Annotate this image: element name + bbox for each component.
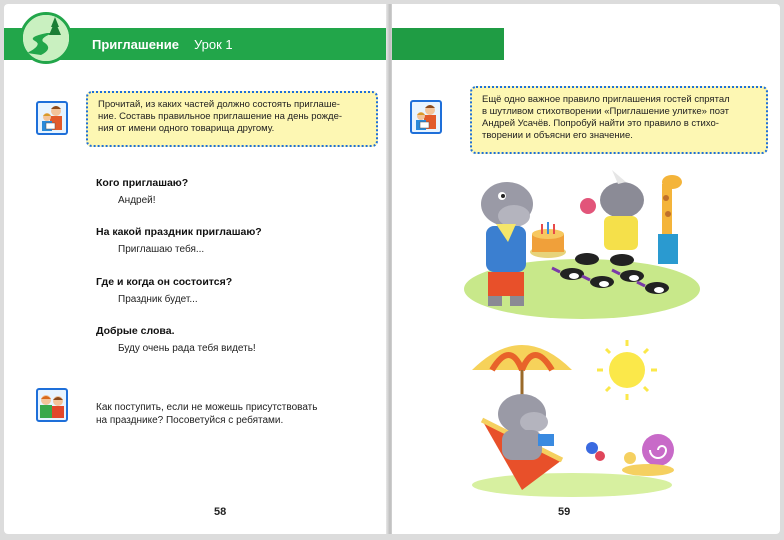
task-line: творении и объясни его значение. [482, 130, 633, 141]
task-line: Прочитай, из каких частей должно состоять приглаше- [98, 99, 340, 110]
task-line: ния от имени одного товарища другому. [98, 123, 275, 134]
answer-1: Андрей! [118, 195, 156, 206]
header-band-right [392, 28, 504, 60]
question-2: На какой праздник приглашаю? [96, 226, 262, 238]
question-1: Кого приглашаю? [96, 177, 189, 189]
discussion-line: на празднике? Посоветуйся с ребятами. [96, 415, 284, 426]
task-box-right [470, 86, 768, 154]
answer-3: Праздник будет... [118, 294, 198, 305]
road-logo-icon [20, 12, 72, 64]
question-3: Где и когда он состоится? [96, 276, 233, 288]
left-page [4, 4, 388, 534]
answer-4: Буду очень рада тебя видеть! [118, 343, 256, 354]
discussion-text [96, 401, 381, 427]
beach-illustration [462, 330, 702, 500]
page-number-left: 58 [214, 506, 227, 518]
question-4: Добрые слова. [96, 325, 175, 337]
task-line: Андрей Усачёв. Попробуй найти это правило в стихо- [482, 118, 719, 129]
header-title: Приглашение [92, 37, 179, 52]
page-number-right: 59 [558, 506, 571, 518]
task-line: в шутливом стихотворении «Приглашение улитке» поэт [482, 106, 730, 117]
task-line: ние. Составь правильное приглашение на день рожде- [98, 111, 343, 122]
right-page [392, 4, 780, 534]
party-illustration [462, 164, 702, 324]
lesson-label: Урок 1 [194, 37, 233, 52]
task-box [86, 91, 378, 147]
reading-children-icon [410, 100, 442, 134]
discussion-children-icon [36, 388, 68, 422]
answer-2: Приглашаю тебя... [118, 244, 205, 255]
reading-children-icon [36, 101, 68, 135]
task-line: Ещё одно важное правило приглашения гостей спрятал [482, 94, 730, 105]
discussion-line: Как поступить, если не можешь присутствовать [96, 402, 318, 413]
